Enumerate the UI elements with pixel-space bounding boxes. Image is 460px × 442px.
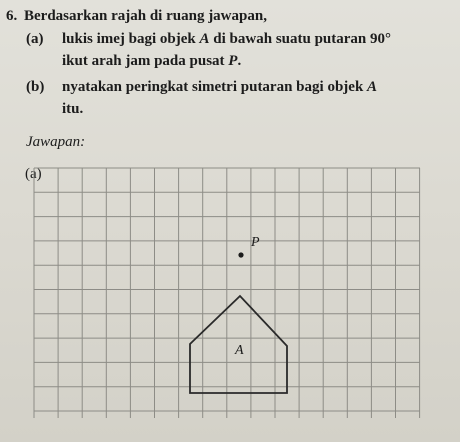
part-a-label: (a) xyxy=(26,31,44,47)
part-b-label: (b) xyxy=(26,79,45,95)
object-a-ref: A xyxy=(367,79,378,95)
center-point-p-label: P xyxy=(251,235,260,250)
grid-lines xyxy=(34,168,420,418)
answer-label: Jawapan: xyxy=(26,134,86,150)
worksheet-page: 6. Berdasarkan rajah di ruang jawapan, (a) lukis imej bagi objek A di bawah suatu putaran 90° ikut arah jam pada pusat P. (b) nyatakan peringkat simetri putaran bagi objek A itu. Jawapan: (a) P A xyxy=(0,0,460,442)
point-p-ref: P xyxy=(228,53,238,69)
object-a-label: A xyxy=(235,343,244,358)
question-number: 6. xyxy=(6,8,18,24)
center-point-p xyxy=(238,252,243,257)
object-a-ref: A xyxy=(199,31,210,47)
answer-part-a-label: (a) xyxy=(25,166,42,182)
question-intro: Berdasarkan rajah di ruang jawapan, xyxy=(24,8,267,24)
